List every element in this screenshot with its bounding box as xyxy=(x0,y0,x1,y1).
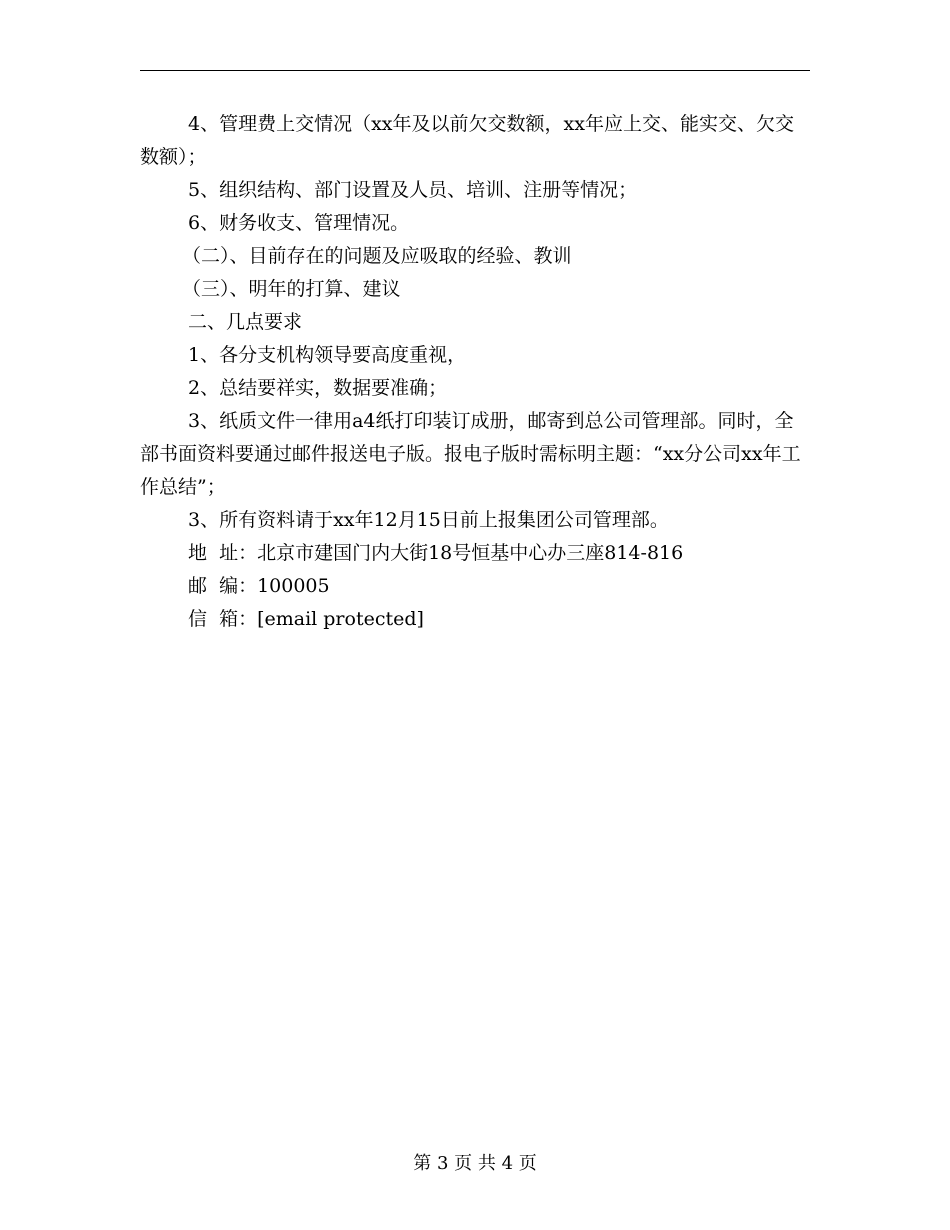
page-number-footer: 第 3 页 共 4 页 xyxy=(413,1153,537,1174)
paragraph-management-fee: 4、管理费上交情况（xx年及以前欠交数额，xx年应上交、能实交、欠交数额）； xyxy=(140,113,794,168)
paragraph-finance: 6、财务收支、管理情况。 xyxy=(188,212,410,234)
paragraph-requirement-3-deadline: 3、所有资料请于xx年12月15日前上报集团公司管理部。 xyxy=(188,509,669,531)
paragraph-requirement-1: 1、各分支机构领导要高度重视， xyxy=(188,344,467,366)
contact-postcode: 邮 编：100005 xyxy=(188,575,330,597)
paragraph-problems-lessons: （二）、目前存在的问题及应吸取的经验、教训 xyxy=(182,245,572,267)
contact-email: 信 箱：[email protected] xyxy=(188,608,424,630)
header-rule xyxy=(140,70,810,71)
paragraph-next-year-plans: （三）、明年的打算、建议 xyxy=(182,278,401,300)
paragraph-requirement-2: 2、总结要祥实，数据要准确； xyxy=(188,377,448,399)
section-heading-requirements: 二、几点要求 xyxy=(188,311,303,333)
document-body xyxy=(140,108,810,636)
paragraph-organization: 5、组织结构、部门设置及人员、培训、注册等情况； xyxy=(188,179,638,201)
contact-address: 地 址：北京市建国门内大街18号恒基中心办三座814-816 xyxy=(188,542,684,564)
paragraph-requirement-3-print: 3、纸质文件一律用a4纸打印装订成册，邮寄到总公司管理部。同时，全部书面资料要通过邮件报送电子版。报电子版时需标明主题：“xx分公司xx年工作总结”； xyxy=(140,410,801,498)
